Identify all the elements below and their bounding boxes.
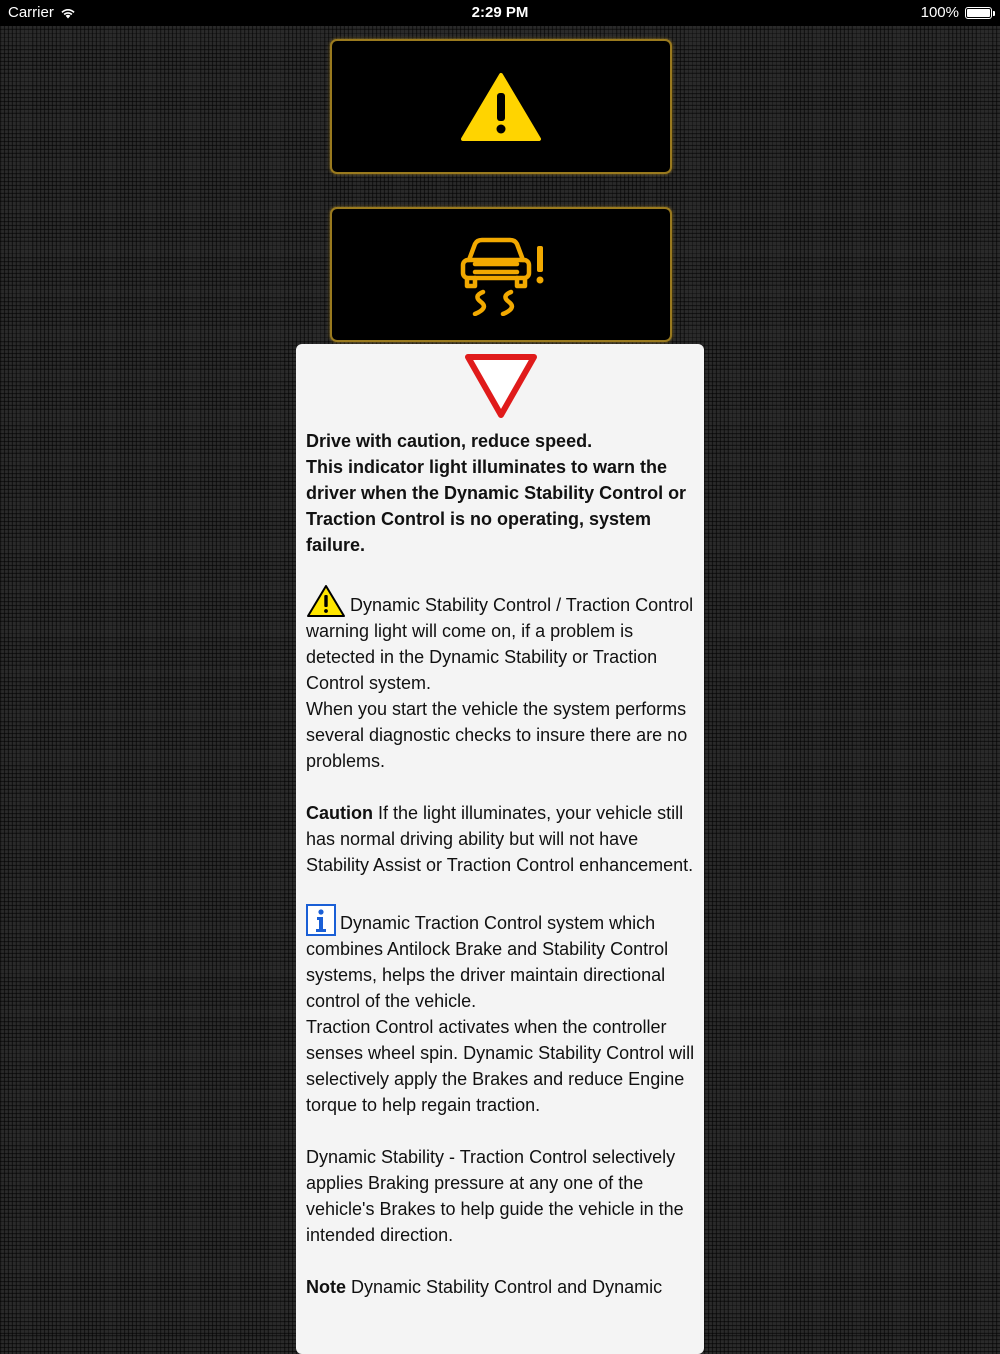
- warning-paragraph: [306, 584, 701, 774]
- detail-heading: [306, 428, 701, 558]
- info-text: Dynamic Traction Control system which combines Antilock Brake and Stability Control systems, helps the driver maintain directional control of the vehicle.: [306, 913, 669, 1011]
- carrier-label: Carrier: [8, 4, 54, 21]
- warning-triangle-icon: [460, 71, 542, 143]
- diagnostic-text: When you start the vehicle the system performs several diagnostic checks to insure there are no problems.: [306, 699, 688, 771]
- braking-paragraph: Dynamic Stability - Traction Control selectively applies Braking pressure at any one of the vehicle's Brakes to help guide the vehicle in the intended direction.: [306, 1147, 684, 1245]
- skidding-car-icon: [453, 234, 549, 316]
- info-paragraph: [306, 904, 701, 1118]
- caution-label: Caution: [306, 803, 373, 823]
- warning-triangle-icon: [306, 584, 346, 618]
- clock: 2:29 PM: [471, 4, 529, 21]
- battery-icon: [965, 7, 992, 19]
- caution-text: If the light illuminates, your vehicle still has normal driving ability but will not have Stability Assist or Traction Control enhancement.: [306, 803, 694, 875]
- note-paragraph: [306, 1274, 701, 1300]
- warning-text: Dynamic Stability Control / Traction Control warning light will come on, if a problem is detected in the Dynamic Stability or Traction Control system.: [306, 595, 694, 693]
- detail-panel: [296, 344, 704, 1354]
- detail-text: [306, 428, 701, 1326]
- heading-line-1: Drive with caution, reduce speed.: [306, 431, 593, 451]
- heading-line-2: This indicator light illuminates to warn the driver when the Dynamic Stability Control or Traction Control is no operating, system failure.: [306, 457, 687, 555]
- battery-percent: 100%: [920, 4, 959, 21]
- yield-triangle-icon: [464, 353, 538, 419]
- caution-paragraph: [306, 800, 701, 878]
- note-text: Dynamic Stability Control and Dynamic: [346, 1277, 663, 1297]
- status-bar: [0, 0, 1000, 26]
- general-warning-indicator-button[interactable]: [330, 39, 672, 174]
- info-icon: [306, 904, 336, 936]
- stability-control-indicator-button[interactable]: [330, 207, 672, 342]
- battery-group: [921, 4, 992, 21]
- note-label: Note: [306, 1277, 346, 1297]
- traction-text: Traction Control activates when the controller senses wheel spin. Dynamic Stability Control will selectively apply the Brakes and reduce Engine torque to help regain traction.: [306, 1017, 695, 1115]
